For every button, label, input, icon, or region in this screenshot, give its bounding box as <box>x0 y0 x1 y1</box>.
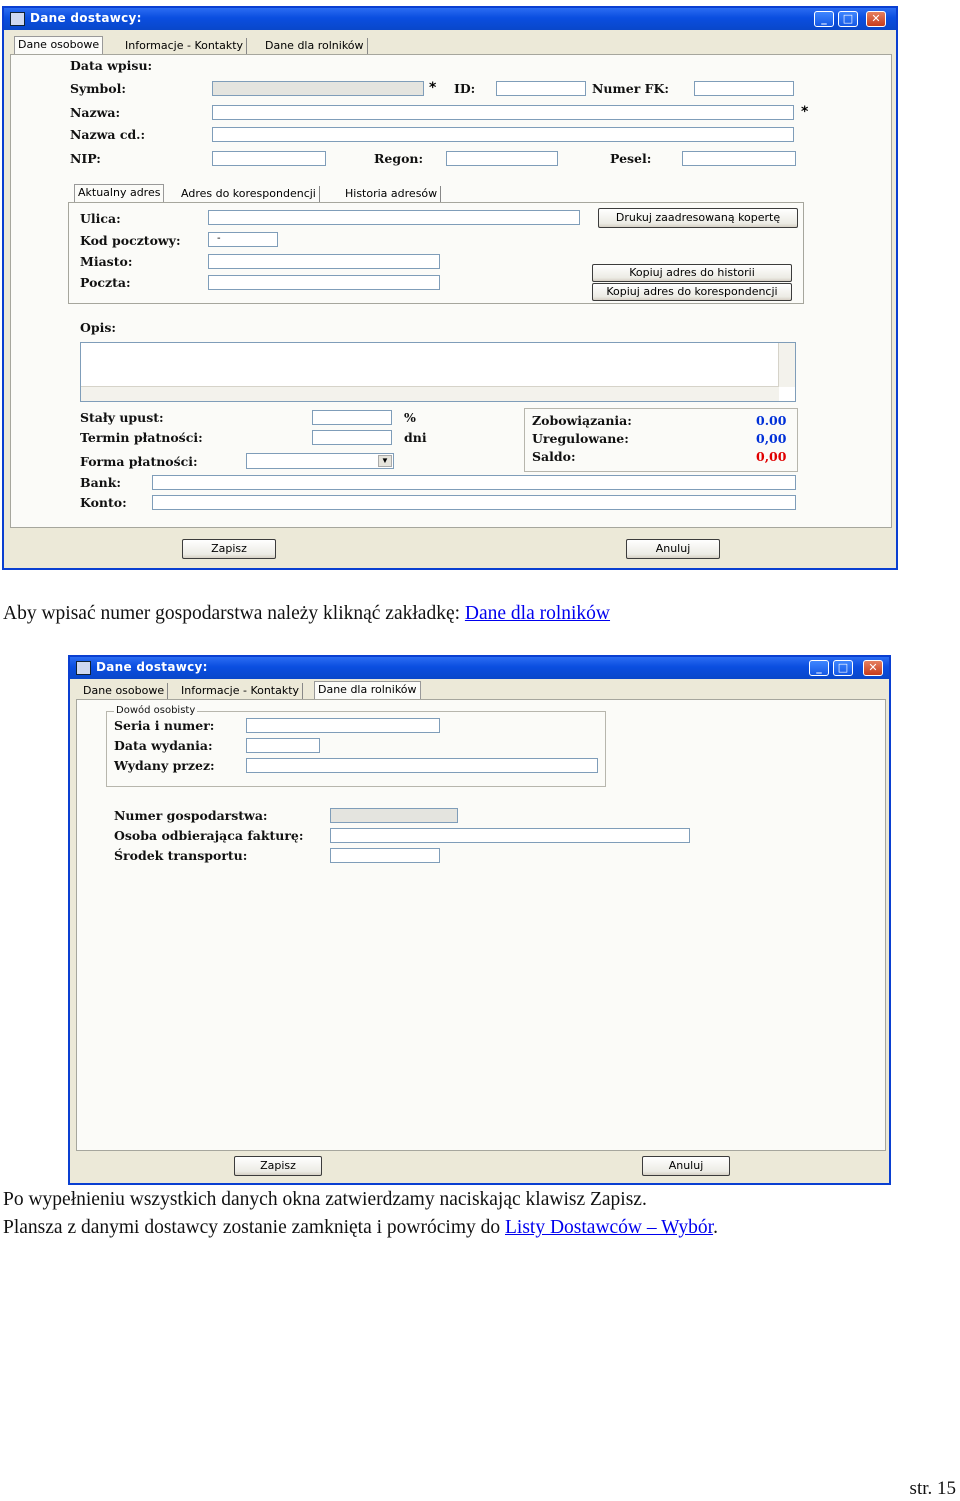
label-wydany-przez: Wydany przez: <box>114 758 215 773</box>
required-mark-nazwa: * <box>801 104 809 120</box>
nazwa-cd-input[interactable] <box>212 127 794 142</box>
uregulowane-value: 0,00 <box>756 431 787 446</box>
tab-dane-osobowe[interactable]: Dane osobowe <box>14 36 103 55</box>
saldo-value: 0,00 <box>756 449 787 464</box>
bank-input[interactable] <box>152 475 796 490</box>
chevron-down-icon[interactable]: ▼ <box>378 455 392 467</box>
label-data-wpisu: Data wpisu: <box>70 58 153 73</box>
numer-gospodarstwa-input[interactable] <box>330 808 458 823</box>
cancel-button[interactable]: Anuluj <box>642 1156 730 1176</box>
label-zobowiazania: Zobowiązania: <box>532 413 632 428</box>
label-nazwa-cd: Nazwa cd.: <box>70 127 146 142</box>
label-nip: NIP: <box>70 151 101 166</box>
label-opis: Opis: <box>80 320 117 335</box>
label-numer-gospodarstwa: Numer gospodarstwa: <box>114 808 268 823</box>
maximize-button[interactable]: □ <box>838 11 858 27</box>
termin-input[interactable] <box>312 430 392 445</box>
label-osoba-odbierajaca: Osoba odbierająca fakturę: <box>114 828 304 843</box>
instruction-paragraph-1 <box>3 603 610 625</box>
label-miasto: Miasto: <box>80 254 133 269</box>
label-numer-fk: Numer FK: <box>592 81 669 96</box>
nazwa-input[interactable] <box>212 105 794 120</box>
konto-input[interactable] <box>152 495 796 510</box>
days-unit: dni <box>404 430 427 445</box>
supplier-window-farmers <box>68 655 891 1185</box>
supplier-window-personal <box>2 6 898 570</box>
tab-dane-dla-rolnikow[interactable]: Dane dla rolników <box>314 681 421 700</box>
label-symbol: Symbol: <box>70 81 126 96</box>
instruction-text: Aby wpisać numer gospodarstwa należy kliknąć zakładkę: <box>3 603 465 624</box>
forma-platnosci-select[interactable] <box>246 453 394 469</box>
tab-informacje-kontakty[interactable]: Informacje - Kontakty <box>122 38 247 54</box>
print-envelope-button[interactable]: Drukuj zaadresowaną kopertę <box>598 208 798 228</box>
minimize-button[interactable]: _ <box>809 660 829 676</box>
page-number: str. 15 <box>909 1478 956 1499</box>
label-regon: Regon: <box>374 151 424 166</box>
miasto-input[interactable] <box>208 254 440 269</box>
close-button[interactable]: ✕ <box>863 660 883 676</box>
seria-numer-input[interactable] <box>246 718 440 733</box>
required-mark: * <box>429 80 437 96</box>
label-ulica: Ulica: <box>80 211 121 226</box>
label-nazwa: Nazwa: <box>70 105 121 120</box>
maximize-button[interactable]: □ <box>833 660 853 676</box>
id-input[interactable] <box>496 81 586 96</box>
nip-input[interactable] <box>212 151 326 166</box>
cancel-button[interactable]: Anuluj <box>626 539 720 559</box>
title-bar <box>4 8 896 30</box>
pesel-input[interactable] <box>682 151 796 166</box>
label-id: ID: <box>454 81 476 96</box>
regon-input[interactable] <box>446 151 558 166</box>
link-lista-dostawcow[interactable]: Listy Dostawców – Wybór <box>504 1217 714 1238</box>
instruction-paragraph-2-line-2 <box>3 1217 718 1239</box>
minimize-button[interactable]: _ <box>814 11 834 27</box>
label-staly-upust: Stały upust: <box>80 410 164 425</box>
tab-adres-korespondencji[interactable]: Adres do korespondencji <box>178 186 320 202</box>
staly-upust-input[interactable] <box>312 410 392 425</box>
data-wydania-input[interactable] <box>246 738 320 753</box>
label-kod-pocztowy: Kod pocztowy: <box>80 233 181 248</box>
numer-fk-input[interactable] <box>694 81 794 96</box>
percent-unit: % <box>404 410 416 425</box>
close-button[interactable]: ✕ <box>866 11 886 27</box>
title-bar <box>70 657 889 679</box>
osoba-odbierajaca-input[interactable] <box>330 828 690 843</box>
opis-textarea[interactable] <box>80 342 796 402</box>
group-title: Dowód osobisty <box>116 705 196 716</box>
label-bank: Bank: <box>80 475 122 490</box>
label-saldo: Saldo: <box>532 449 576 464</box>
save-button[interactable]: Zapisz <box>182 539 276 559</box>
label-termin-platnosci: Termin płatności: <box>80 430 203 445</box>
srodek-transportu-input[interactable] <box>330 848 440 863</box>
label-poczta: Poczta: <box>80 275 131 290</box>
link-dane-dla-rolnikow[interactable]: Dane dla rolników <box>464 603 611 624</box>
horizontal-scrollbar[interactable] <box>81 386 779 401</box>
label-srodek-transportu: Środek transportu: <box>114 848 248 863</box>
label-konto: Konto: <box>80 495 127 510</box>
save-button[interactable]: Zapisz <box>234 1156 322 1176</box>
app-icon <box>76 661 91 675</box>
label-uregulowane: Uregulowane: <box>532 431 629 446</box>
instruction-text: Plansza z danymi dostawcy zostanie zamknięta i powrócimy do <box>3 1217 505 1238</box>
period: . <box>713 1217 718 1238</box>
tab-historia-adresow[interactable]: Historia adresów <box>342 186 441 202</box>
copy-to-history-button[interactable]: Kopiuj adres do historii <box>592 264 792 282</box>
window-title: Dane dostawcy: <box>96 660 208 674</box>
ulica-input[interactable] <box>208 210 580 225</box>
tab-aktualny-adres[interactable]: Aktualny adres <box>74 184 164 203</box>
label-pesel: Pesel: <box>610 151 652 166</box>
label-forma-platnosci: Forma płatności: <box>80 454 198 469</box>
label-data-wydania: Data wydania: <box>114 738 213 753</box>
instruction-paragraph-2-line-1: Po wypełnieniu wszystkich danych okna zatwierdzamy naciskając klawisz Zapisz. <box>3 1189 647 1210</box>
window-title: Dane dostawcy: <box>30 11 142 25</box>
copy-to-correspondence-button[interactable]: Kopiuj adres do korespondencji <box>592 283 792 301</box>
app-icon <box>10 12 25 26</box>
tab-informacje-kontakty[interactable]: Informacje - Kontakty <box>178 683 303 699</box>
label-seria-numer: Seria i numer: <box>114 718 215 733</box>
wydany-przez-input[interactable] <box>246 758 598 773</box>
poczta-input[interactable] <box>208 275 440 290</box>
vertical-scrollbar[interactable] <box>778 343 795 387</box>
tab-dane-dla-rolnikow[interactable]: Dane dla rolników <box>262 38 368 54</box>
zobowiazania-value: 0.00 <box>756 413 787 428</box>
kod-input[interactable]: - <box>208 232 278 247</box>
tab-dane-osobowe[interactable]: Dane osobowe <box>80 683 168 699</box>
symbol-input[interactable] <box>212 81 424 96</box>
